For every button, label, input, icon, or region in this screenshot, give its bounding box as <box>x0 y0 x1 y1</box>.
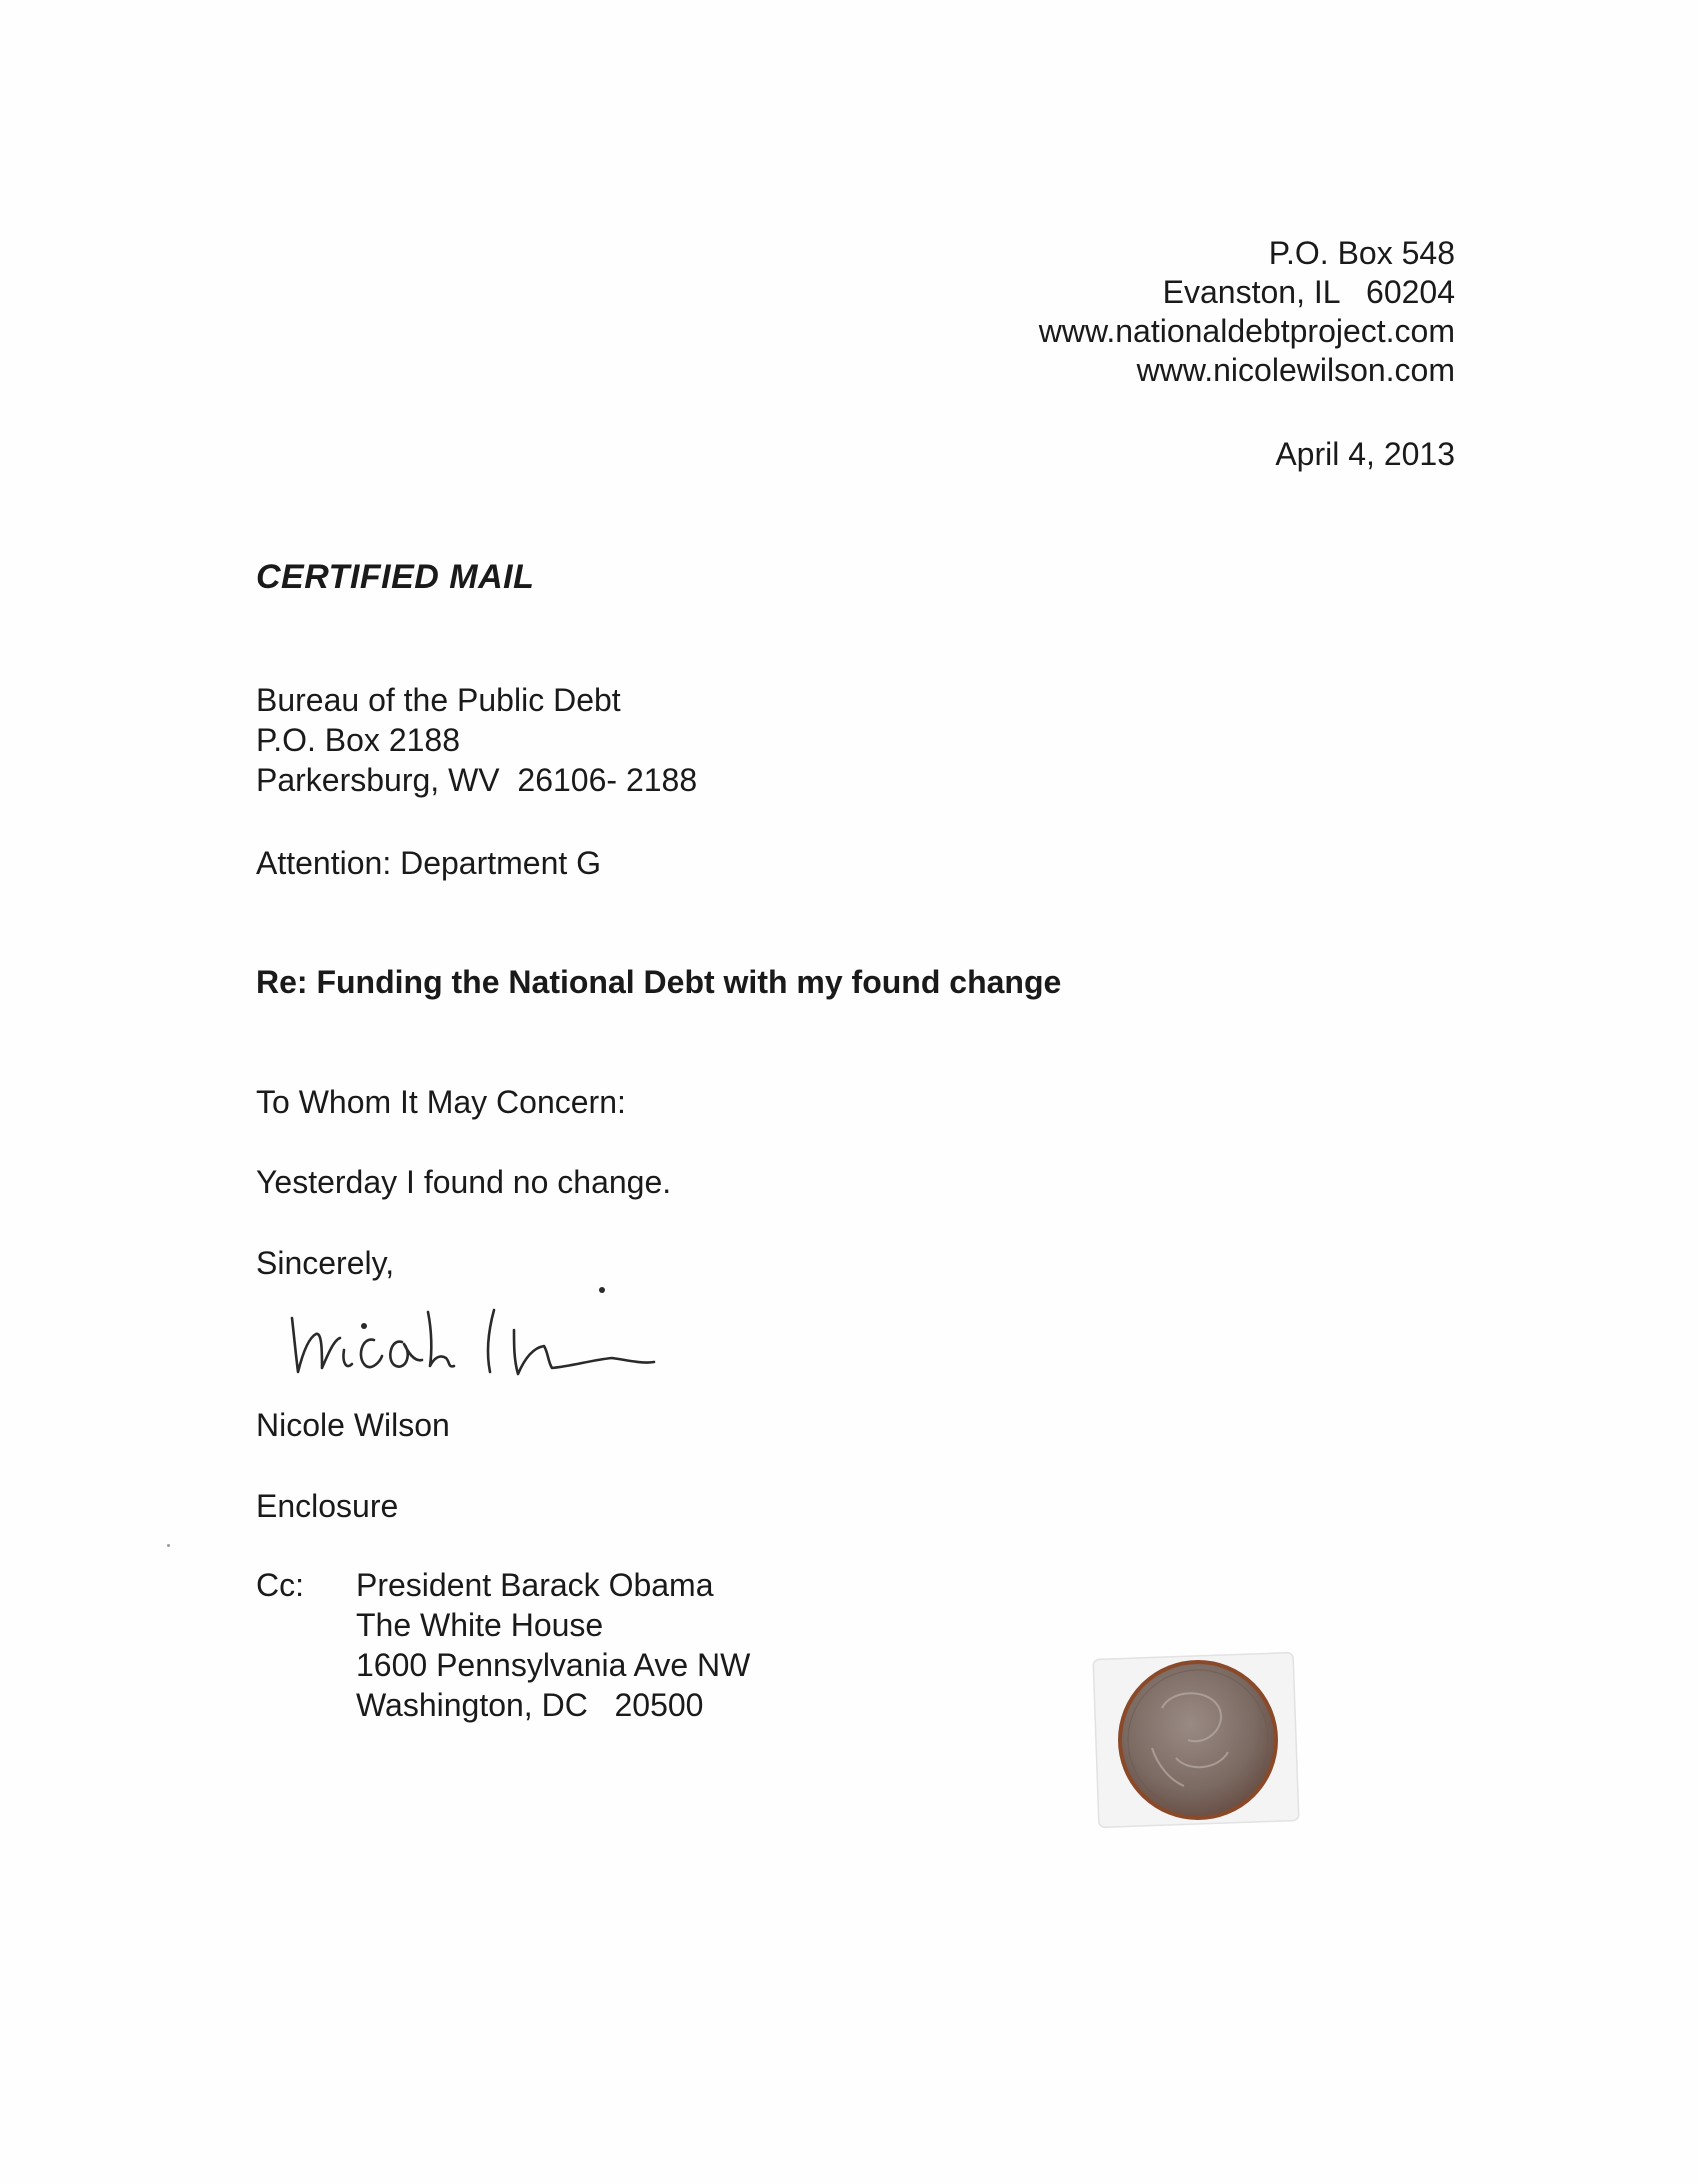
sender-city: Evanston, IL 60204 <box>1162 274 1455 310</box>
cc-name: President Barack Obama <box>356 1567 714 1603</box>
sender-po-box: P.O. Box 548 <box>1268 235 1455 271</box>
sender-website-1: www.nationaldebtproject.com <box>1038 313 1455 349</box>
signer-name: Nicole Wilson <box>256 1407 450 1443</box>
subject-line: Re: Funding the National Debt with my found change <box>256 964 1062 1000</box>
letter-body: Yesterday I found no change. <box>256 1164 672 1200</box>
letter-date: April 4, 2013 <box>1275 436 1455 472</box>
recipient-name: Bureau of the Public Debt <box>256 682 621 718</box>
cc-label: Cc: <box>256 1567 304 1603</box>
recipient-city: Parkersburg, WV 26106- 2188 <box>256 762 698 798</box>
signature-icon <box>282 1276 662 1386</box>
sender-website-2: www.nicolewilson.com <box>1136 352 1455 388</box>
cc-organization: The White House <box>356 1607 604 1643</box>
sender-address <box>1039 234 1455 390</box>
closing: Sincerely, <box>256 1245 395 1281</box>
enclosure-note: Enclosure <box>256 1488 399 1524</box>
scan-speck <box>167 1544 170 1547</box>
coin-icon <box>1092 1648 1304 1834</box>
recipient-address <box>256 680 697 800</box>
recipient-po-box: P.O. Box 2188 <box>256 722 460 758</box>
certified-mail-heading: CERTIFIED MAIL <box>256 558 535 596</box>
attention-line: Attention: Department G <box>256 845 602 881</box>
cc-street: 1600 Pennsylvania Ave NW <box>356 1647 751 1683</box>
cc-city: Washington, DC 20500 <box>356 1687 704 1723</box>
salutation: To Whom It May Concern: <box>256 1084 626 1120</box>
cc-recipient <box>356 1565 750 1725</box>
